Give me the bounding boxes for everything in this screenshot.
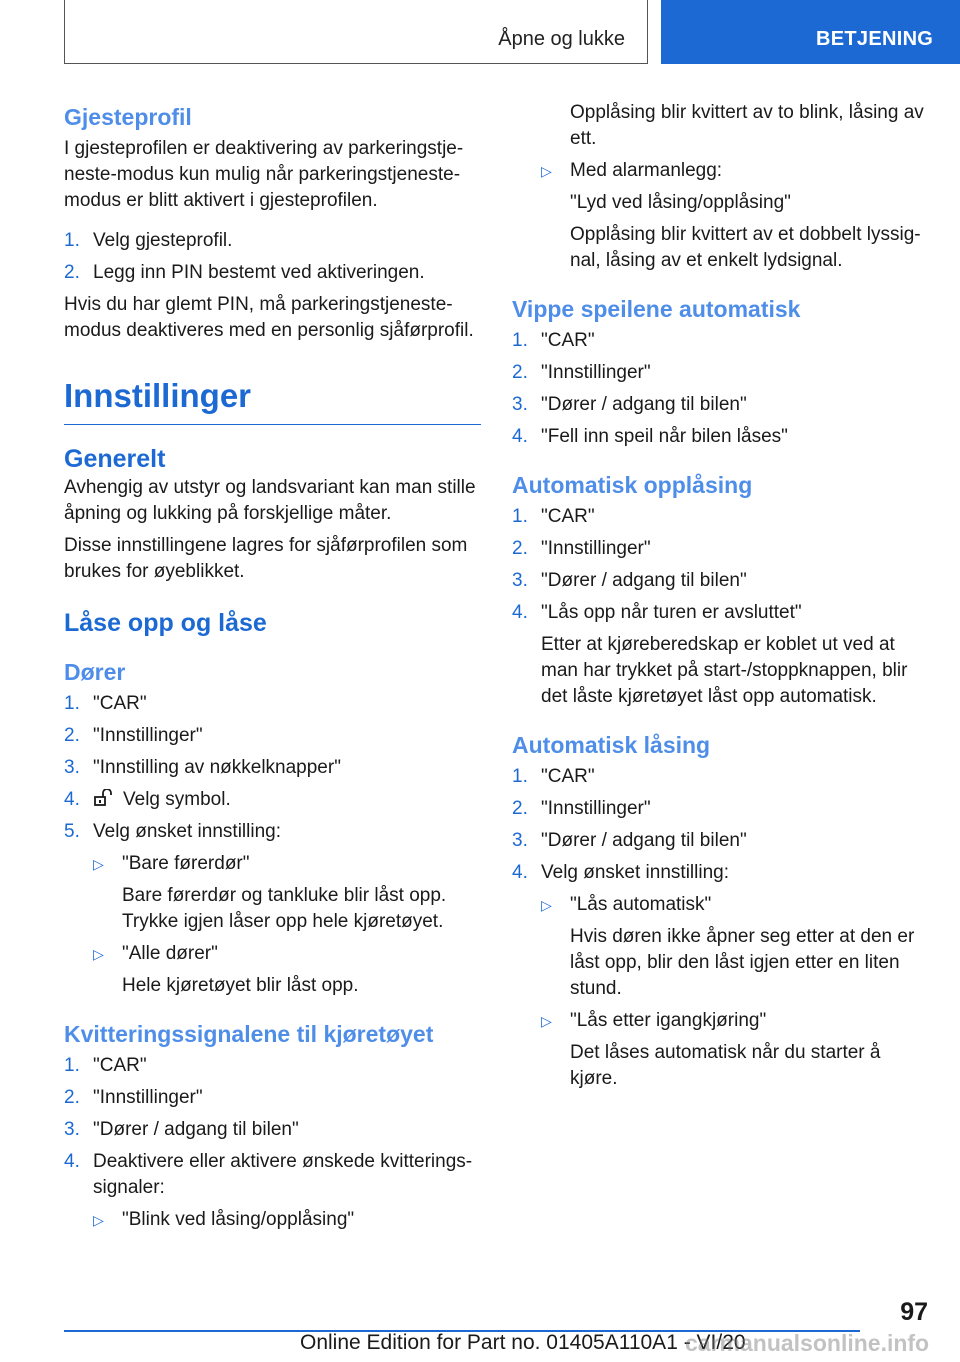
heading-dorer: Dører <box>64 659 126 685</box>
option-desc: Trykke igjen låser opp hele kjøretøyet. <box>122 911 444 932</box>
step-text: "Lås opp når turen er avsluttet" <box>541 602 802 623</box>
step-number: 1. <box>512 330 528 351</box>
list-item <box>64 1149 481 1175</box>
list-item <box>512 600 932 626</box>
option-desc: låst opp, blir den låst igjen etter en liten <box>570 952 900 973</box>
step-number: 2. <box>64 262 80 283</box>
heading-kvittering: Kvitteringssignalene til kjøretøyet <box>64 1021 434 1047</box>
step-text: "Dører / adgang til bilen" <box>541 394 747 415</box>
option-desc: Hele kjøretøyet blir låst opp. <box>122 975 359 996</box>
step-desc: Etter at kjøreberedskap er koblet ut ved at <box>541 634 895 655</box>
step-number: 3. <box>512 830 528 851</box>
step-number: 1. <box>512 506 528 527</box>
step-number: 2. <box>512 362 528 383</box>
step-number: 5. <box>64 821 80 842</box>
bullet-triangle-icon: ▷ <box>541 163 552 179</box>
step-text: "Innstillinger" <box>541 362 651 383</box>
paragraph: Disse innstillingene lagres for sjåførprofilen som <box>64 535 468 556</box>
list-item <box>512 328 932 354</box>
list-item <box>64 260 481 286</box>
paragraph: Avhengig av utstyr og landsvariant kan man stille <box>64 477 476 498</box>
step-text: "CAR" <box>541 766 595 787</box>
list-item <box>64 787 481 813</box>
list-item <box>512 796 932 822</box>
step-number: 3. <box>64 1119 80 1140</box>
option-label: "Blink ved låsing/opplåsing" <box>122 1209 355 1230</box>
list-item <box>64 819 481 845</box>
step-text: "Fell inn speil når bilen låses" <box>541 426 788 447</box>
list-item <box>64 1117 481 1143</box>
step-desc: det låste kjøretøyet låst opp automatisk. <box>541 686 877 707</box>
option-label: "Bare førerdør" <box>122 853 250 874</box>
list-item <box>64 1085 481 1111</box>
bullet-triangle-icon: ▷ <box>93 946 104 962</box>
heading-generelt: Generelt <box>64 445 166 473</box>
footer-edition: Online Edition for Part no. 01405A110A1 - VI/20 <box>300 1331 746 1354</box>
right-column <box>512 100 932 1092</box>
step-number: 3. <box>512 570 528 591</box>
bullet-triangle-icon: ▷ <box>93 856 104 872</box>
paragraph: modus deaktiveres med en personlig sjåførprofil. <box>64 320 474 341</box>
step-text-cont: signaler: <box>93 1177 165 1198</box>
paragraph: modus er blitt aktivert i gjesteprofilen. <box>64 190 378 211</box>
step-number: 2. <box>64 1087 80 1108</box>
option-item <box>512 892 932 918</box>
step-number: 4. <box>512 862 528 883</box>
step-text: Velg ønsket innstilling: <box>541 862 729 883</box>
bullet-triangle-icon: ▷ <box>541 897 552 913</box>
step-text: "Innstillinger" <box>93 725 203 746</box>
paragraph: neste-modus kun mulig når parkeringstjeneste- <box>64 164 461 185</box>
option-label: "Lås etter igangkjøring" <box>570 1010 767 1031</box>
step-text: "CAR" <box>93 1055 147 1076</box>
bullet-triangle-icon: ▷ <box>93 1212 104 1228</box>
option-desc: Hvis døren ikke åpner seg etter at den er <box>570 926 915 947</box>
list-item <box>512 828 932 854</box>
step-number: 1. <box>64 1055 80 1076</box>
step-number: 4. <box>512 426 528 447</box>
paragraph: brukes for øyeblikket. <box>64 561 245 582</box>
step-text: "Innstillinger" <box>541 798 651 819</box>
list-item <box>512 424 932 450</box>
list-item <box>512 536 932 562</box>
step-text: "Dører / adgang til bilen" <box>541 570 747 591</box>
list-item <box>64 691 481 717</box>
paragraph: I gjesteprofilen er deaktivering av parkeringstje- <box>64 138 464 159</box>
heading-opplaasing: Automatisk opplåsing <box>512 472 753 498</box>
header-box <box>64 0 648 64</box>
option-item <box>64 1207 481 1233</box>
list-item <box>64 723 481 749</box>
list-item <box>512 860 932 886</box>
heading-speil: Vippe speilene automatisk <box>512 296 801 322</box>
option-item <box>64 851 481 877</box>
option-desc: nal, låsing av et enkelt lydsignal. <box>570 250 843 271</box>
option-desc: kjøre. <box>570 1068 618 1089</box>
heading-laasing: Automatisk låsing <box>512 732 711 758</box>
step-desc: man har trykket på start-/stoppknappen, blir <box>541 660 908 681</box>
option-label: "Alle dører" <box>122 943 218 964</box>
step-number: 2. <box>512 538 528 559</box>
section-title: Åpne og lukke <box>498 28 625 50</box>
chapter-tab[interactable]: BETJENING <box>661 0 960 64</box>
step-text: Velg symbol. <box>123 789 231 810</box>
paragraph: åpning og lukking på forskjellige måter. <box>64 503 392 524</box>
option-desc: ett. <box>570 128 597 149</box>
heading-gjesteprofil: Gjesteprofil <box>64 104 192 130</box>
heading-laase: Låse opp og låse <box>64 609 267 637</box>
list-item <box>512 504 932 530</box>
bullet-triangle-icon: ▷ <box>541 1013 552 1029</box>
step-number: 3. <box>512 394 528 415</box>
option-sub: "Lyd ved låsing/opplåsing" <box>570 192 791 213</box>
step-number: 3. <box>64 757 80 778</box>
list-item <box>64 228 481 254</box>
step-number: 2. <box>512 798 528 819</box>
step-text: "CAR" <box>93 693 147 714</box>
step-number: 1. <box>512 766 528 787</box>
list-item <box>512 568 932 594</box>
step-text: "Innstillinger" <box>93 1087 203 1108</box>
option-desc: stund. <box>570 978 622 999</box>
option-item <box>512 1008 932 1034</box>
lock-open-icon <box>93 789 115 807</box>
watermark: carmanualsonline.info <box>685 1330 930 1356</box>
step-text: "Innstilling av nøkkelknapper" <box>93 757 341 778</box>
step-text: "Dører / adgang til bilen" <box>93 1119 299 1140</box>
option-desc: Det låses automatisk når du starter å <box>570 1042 881 1063</box>
list-item <box>512 764 932 790</box>
step-text: Legg inn PIN bestemt ved aktiveringen. <box>93 262 425 283</box>
step-number: 2. <box>64 725 80 746</box>
list-item <box>512 360 932 386</box>
step-text: "CAR" <box>541 506 595 527</box>
step-number: 1. <box>64 230 80 251</box>
step-number: 1. <box>64 693 80 714</box>
heading-innstillinger: Innstillinger <box>64 376 481 425</box>
option-item <box>64 941 481 967</box>
option-label: "Lås automatisk" <box>570 894 712 915</box>
step-text: "Innstillinger" <box>541 538 651 559</box>
step-number: 4. <box>64 789 80 810</box>
step-text: "CAR" <box>541 330 595 351</box>
left-column <box>64 100 481 1233</box>
step-text: "Dører / adgang til bilen" <box>541 830 747 851</box>
list-item <box>64 755 481 781</box>
step-number: 4. <box>512 602 528 623</box>
step-text: Velg ønsket innstilling: <box>93 821 281 842</box>
list-item <box>64 1053 481 1079</box>
step-number: 4. <box>64 1151 80 1172</box>
option-desc: Opplåsing blir kvittert av to blink, låsing av <box>570 102 924 123</box>
step-text: Velg gjesteprofil. <box>93 230 233 251</box>
option-label: Med alarmanlegg: <box>570 160 723 181</box>
page-number: 97 <box>900 1298 928 1326</box>
option-item <box>512 158 932 184</box>
option-desc: Opplåsing blir kvittert av et dobbelt lyssig- <box>570 224 921 245</box>
paragraph: Hvis du har glemt PIN, må parkeringstjeneste- <box>64 294 453 315</box>
option-desc: Bare førerdør og tankluke blir låst opp. <box>122 885 447 906</box>
step-text: Deaktivere eller aktivere ønskede kvitterings- <box>93 1151 473 1172</box>
list-item <box>512 392 932 418</box>
